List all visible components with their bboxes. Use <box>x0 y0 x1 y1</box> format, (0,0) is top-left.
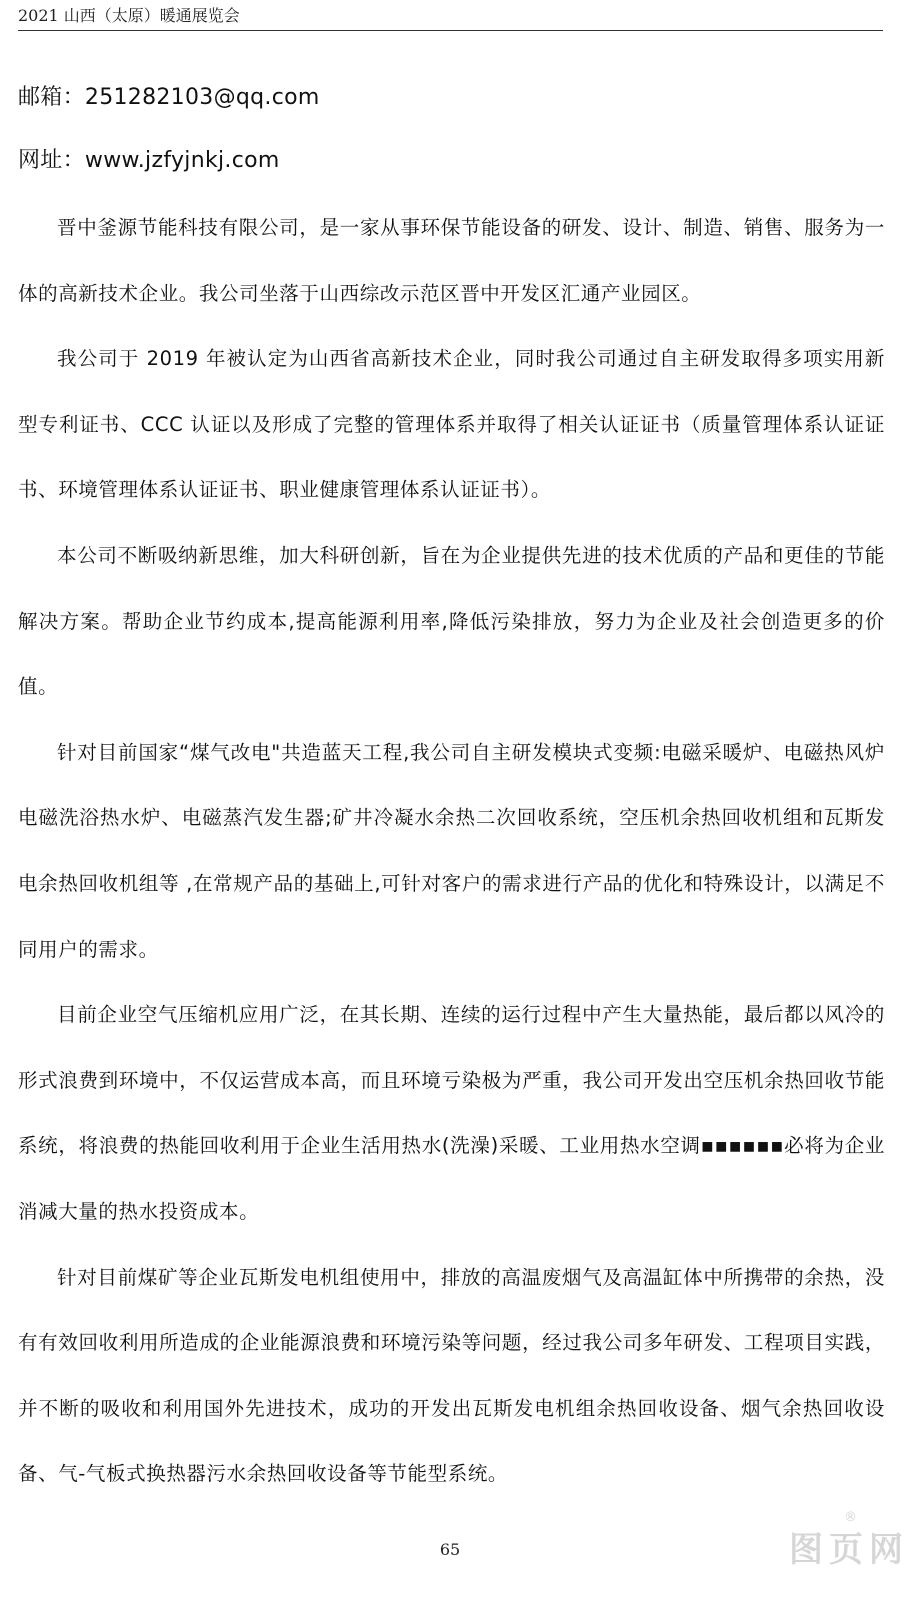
paragraph-products: 针对目前国家“煤气改电"共造蓝天工程,我公司自主研发模块式变频:电磁采暖炉、电磁热风炉电磁洗浴热水炉、电磁蒸汽发生器;矿井冷凝水余热二次回收系统，空压机余热回收机组和瓦斯发电余热回收机组等 ,在常规产品的基础上,可针对客户的需求进行产品的优化和特殊设计，以满足不同用户的需求。 <box>18 740 885 961</box>
watermark-logo: 图页网 <box>789 1530 909 1570</box>
watermark-registered-mark: ® <box>844 1510 857 1525</box>
paragraph-air-compressor: 目前企业空气压缩机应用广泛，在其长期、连续的运行过程中产生大量热能，最后都以风冷的形式浪费到环境中，不仅运营成本高，而且环境亏染极为严重，我公司开发出空压机余热回收节能系统，将浪费的热能回收利用于企业生活用热水(洗澡)采暖、工业用热水空调▪▪▪▪▪▪必将为企业消减大量的热水投资成本。 <box>18 1003 885 1223</box>
header-divider <box>18 30 883 31</box>
paragraph-company-intro: 晋中釜源节能科技有限公司，是一家从事环保节能设备的研发、设计、制造、销售、服务为一体的高新技术企业。我公司坐落于山西综改示范区晋中开发区汇通产业园区。 <box>18 216 885 305</box>
paragraph-mission: 本公司不断吸纳新思维，加大科研创新，旨在为企业提供先进的技术优质的产品和更佳的节能解决方案。帮助企业节约成本,提高能源利用率,降低污染排放，努力为企业及社会创造更多的价值。 <box>18 543 885 699</box>
contact-website: 网址：www.jzfyjnkj.com <box>18 148 280 173</box>
running-header: 2021 山西（太原）暖通展览会 <box>18 6 240 25</box>
article-body <box>18 195 885 1507</box>
paragraph-certifications: 我公司于 2019 年被认定为山西省高新技术企业，同时我公司通过自主研发取得多项实用新型专利证书、CCC 认证以及形成了完整的管理体系并取得了相关认证证书（质量管理体系认证证书、环境管理体系认证证书、职业健康管理体系认证证书）。 <box>18 347 885 502</box>
contact-email: 邮箱：251282103@qq.com <box>18 85 320 110</box>
paragraph-gas-generator: 针对目前煤矿等企业瓦斯发电机组使用中，排放的高温废烟气及高温缸体中所携带的余热，没有有效回收利用所造成的企业能源浪费和环境污染等问题，经过我公司多年研发、工程项目实践，并不断的吸收和利用国外先进技术，成功的开发出瓦斯发电机组余热回收设备、烟气余热回收设备、气-气板式换热器污水余热回收设备等节能型系统。 <box>18 1265 885 1486</box>
page-number: 65 <box>439 1540 461 1559</box>
